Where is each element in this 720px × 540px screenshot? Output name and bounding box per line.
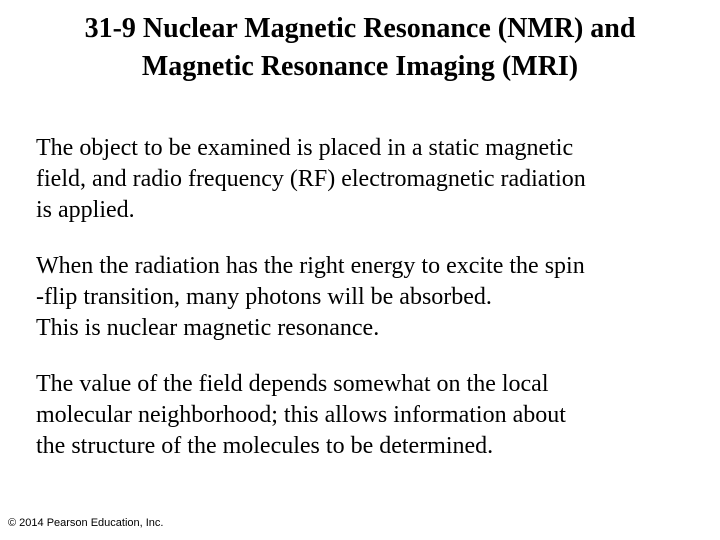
slide-title-line-1: 31-9 Nuclear Magnetic Resonance (NMR) and	[84, 13, 636, 44]
paragraph-spin-flip	[36, 251, 696, 344]
paragraph-line: field, and radio frequency (RF) electromagnetic radiation	[36, 166, 586, 192]
paragraph-line: is applied.	[36, 197, 135, 223]
paragraph-rf-radiation	[36, 133, 696, 226]
paragraph-line: the structure of the molecules to be determined.	[36, 433, 494, 459]
slide-title-line-2: Magnetic Resonance Imaging (MRI)	[141, 51, 579, 82]
paragraph-line: The object to be examined is placed in a static magnetic	[36, 135, 574, 161]
slide-title	[20, 10, 700, 86]
paragraph-line: When the radiation has the right energy to excite the spin	[36, 253, 585, 279]
paragraph-line: The value of the field depends somewhat on the local	[36, 371, 549, 397]
paragraph-line: This is nuclear magnetic resonance.	[36, 315, 380, 341]
copyright-footer: © 2014 Pearson Education, Inc.	[8, 517, 164, 529]
paragraph-molecular-structure	[36, 369, 696, 462]
paragraph-line: molecular neighborhood; this allows information about	[36, 402, 566, 428]
paragraph-line: -flip transition, many photons will be absorbed.	[36, 284, 492, 310]
